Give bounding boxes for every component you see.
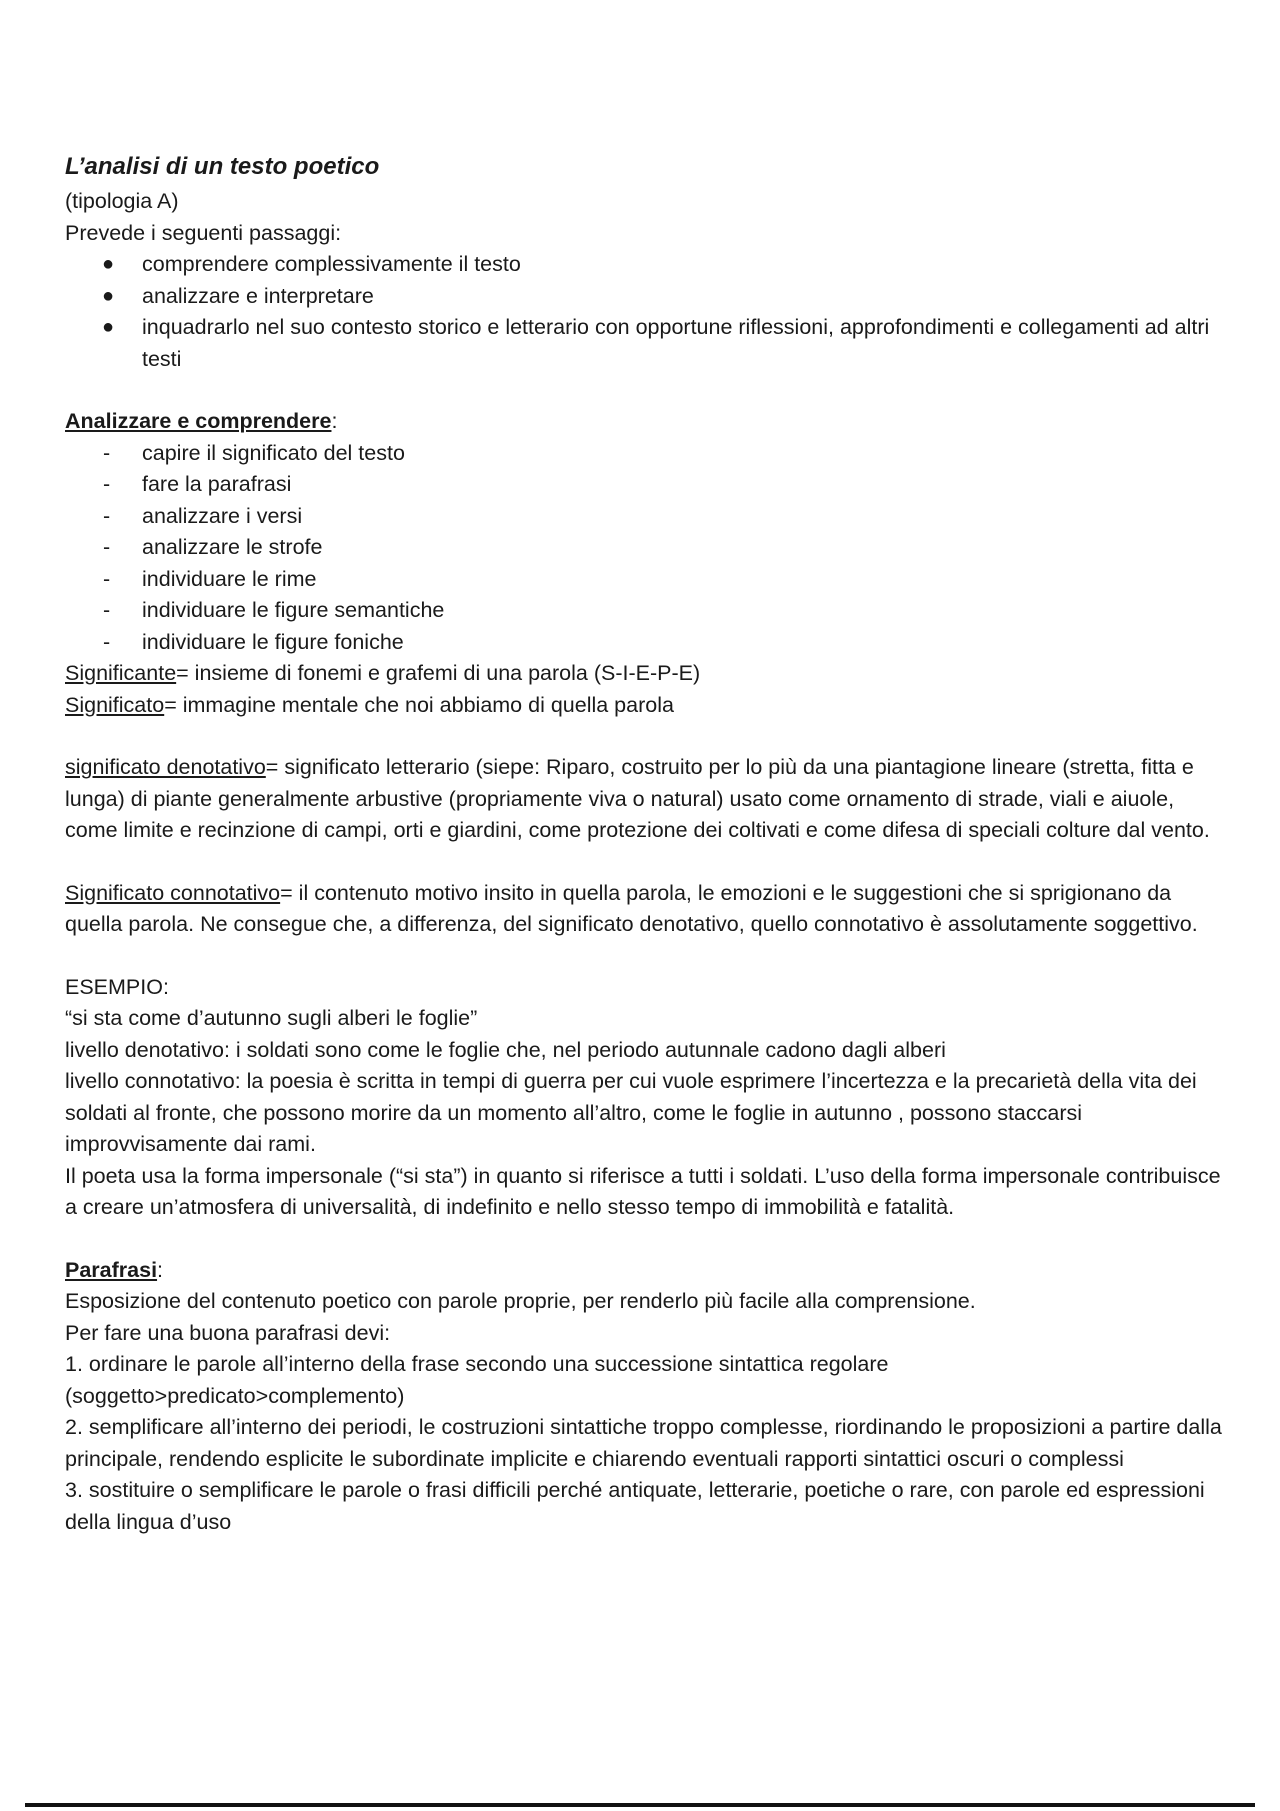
page-title: L’analisi di un testo poetico — [65, 153, 380, 180]
bullet-icon: ● — [102, 316, 115, 338]
parafrasi-step: 1. ordinare le parole all’interno della frase secondo una successione sintattica regolare (soggetto>predicato>complemento) — [65, 1352, 889, 1408]
dash-icon: - — [103, 535, 111, 559]
esempio-denotativo: livello denotativo: i soldati sono come le foglie che, nel periodo autunnale cadono dagli alberi — [65, 1037, 946, 1062]
intro-text: Prevede i seguenti passaggi: — [65, 220, 342, 245]
list-item: - individuare le figure foniche — [65, 627, 1230, 659]
dash-icon: - — [103, 566, 111, 591]
dash-icon: - — [103, 598, 111, 622]
definition-significato: Significato= immagine mentale che noi abbiamo di quella parola — [65, 692, 674, 717]
bullet-icon: ● — [102, 253, 115, 275]
subtitle: (tipologia A) — [65, 189, 179, 213]
parafrasi-step: 2. semplificare all’interno dei periodi, le costruzioni sintattiche troppo complesse, riordinando le proposizioni a partire dalla principale, rendendo esplicite le subordinate implicite e chiarendo eventuali rapporti sintattici oscuri o complessi — [65, 1415, 1222, 1471]
parafrasi-definition: Esposizione del contenuto poetico con parole proprie, per renderlo più facile alla comprensione. — [65, 1289, 976, 1313]
bottom-divider — [25, 1803, 1255, 1807]
list-item: - individuare le figure semantiche — [65, 595, 1230, 627]
document-page — [65, 150, 1230, 1538]
list-item: - analizzare i versi — [65, 501, 1230, 533]
section-heading-analizzare: Analizzare e comprendere: — [65, 409, 338, 433]
dash-icon: - — [103, 629, 111, 654]
section-heading-parafrasi: Parafrasi: — [65, 1257, 164, 1282]
dash-icon: - — [103, 440, 111, 465]
esempio-quote: “si sta come d’autunno sugli alberi le foglie” — [65, 1006, 478, 1030]
paragraph-denotativo: significato denotativo= significato letterario (siepe: Riparo, costruito per lo più da una piantagione lineare (stretta, fitta e lunga) di piante generalmente arbustive (propriamente viva o natural) usato come ornamento di strade, viali e aiuole, come limite e recinzione di campi, orti e giardini, come protezione dei coltivati e come difesa di speciali colture dal vento. — [65, 755, 1210, 842]
esempio-poeta: Il poeta usa la forma impersonale (“si sta”) in quanto si riferisce a tutti i soldati. L’uso della forma impersonale contribuisce a creare un’atmosfera di universalità, di indefinito e nello stesso tempo di immobilità e fatalità. — [65, 1163, 1221, 1219]
parafrasi-step: 3. sostituire o semplificare le parole o frasi difficili perché antiquate, letterarie, poetiche o rare, con parole ed espressioni della lingua d’uso — [65, 1478, 1205, 1534]
bullet-item: ● inquadrarlo nel suo contesto storico e letterario con opportune riflessioni, approfondimenti e collegamenti ad altri testi — [65, 312, 1230, 375]
bullet-icon: ● — [102, 284, 115, 307]
dash-icon: - — [103, 472, 111, 496]
analizzare-dash-list — [65, 438, 1230, 659]
list-item: - capire il significato del testo — [65, 438, 1230, 470]
definition-significante: Significante= insieme di fonemi e grafemi di una parola (S-I-E-P-E) — [65, 661, 701, 685]
esempio-label: ESEMPIO: — [65, 974, 169, 999]
list-item: - fare la parafrasi — [65, 469, 1230, 501]
parafrasi-intro: Per fare una buona parafrasi devi: — [65, 1320, 391, 1345]
list-item: - individuare le rime — [65, 564, 1230, 596]
bullet-item: ● comprendere complessivamente il testo — [65, 249, 1230, 281]
paragraph-connotativo: Significato connotativo= il contenuto motivo insito in quella parola, le emozioni e le suggestioni che si sprigionano da quella parola. Ne consegue che, a differenza, del significato denotativo, quello connotativo è assolutamente soggettivo. — [65, 880, 1198, 936]
steps-bullet-list — [65, 249, 1230, 375]
esempio-connotativo: livello connotativo: la poesia è scritta in tempi di guerra per cui vuole esprimere l’incertezza e la precarietà della vita dei soldati al fronte, che possono morire da un momento all’altro, come le foglie in autunno , possono staccarsi improvvisamente dai rami. — [65, 1069, 1197, 1156]
bullet-item: ● analizzare e interpretare — [65, 281, 1230, 313]
list-item: - analizzare le strofe — [65, 532, 1230, 564]
dash-icon: - — [103, 503, 111, 528]
